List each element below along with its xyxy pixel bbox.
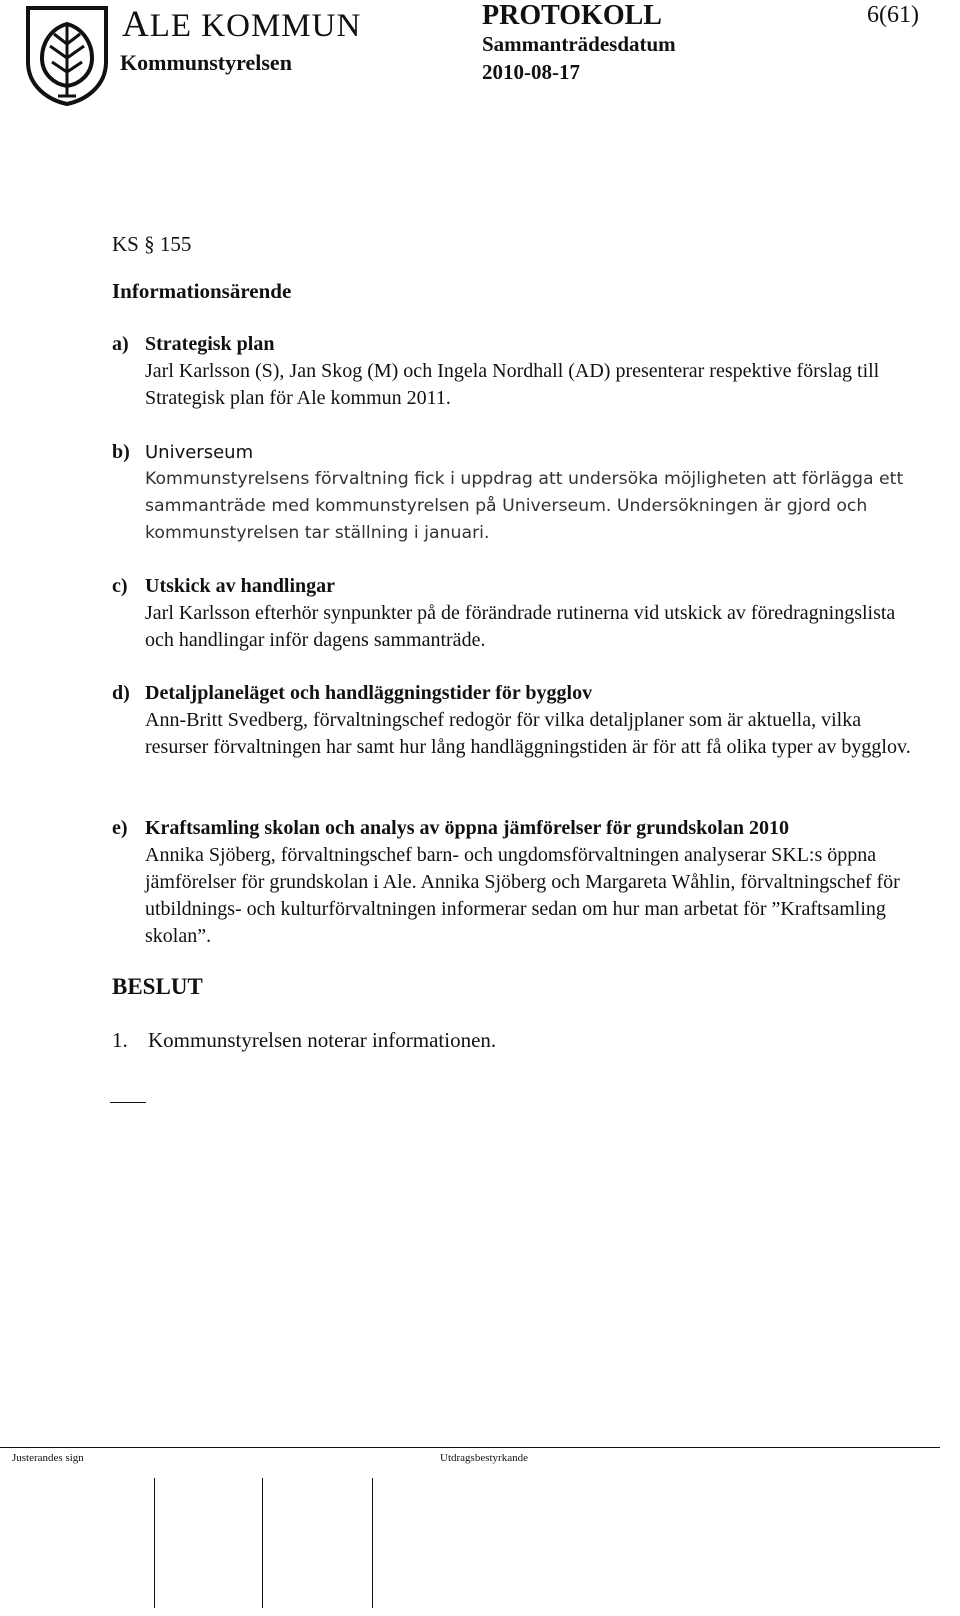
agenda-item-body: Annika Sjöberg, förvaltningschef barn- och ungdomsförvaltningen analyserar SKL:s öppna jämförelser för grundskolan i Ale. Annika Sjöberg och Margareta Wåhlin, förvaltningschef för utbildnings- och kulturförvaltningen informerar sedan om hur man arbetat för ”Kraftsamling skolan”. [145,844,900,947]
extract-certification-label: Utdragsbestyrkande [440,1452,528,1464]
agenda-item-title [112,815,922,842]
signature-label: Justerandes sign [12,1452,84,1464]
agenda-item-title [112,439,922,466]
organization-unit: Kommunstyrelsen [120,50,292,75]
agenda-item-title-text: Utskick av handlingar [145,575,336,597]
agenda-item-label: e) [112,817,128,839]
page-number: 6(61) [867,2,919,28]
municipality-crest-logo [20,4,114,106]
organization-name-rest: LE KOMMUN [149,8,362,44]
agenda-item-label: d) [112,682,130,704]
signature-box-divider [372,1478,373,1608]
agenda-item-title [112,331,922,358]
agenda-item-title-text: Kraftsamling skolan och analys av öppna jämförelser för grundskolan 2010 [145,817,789,839]
agenda-item-d [112,680,922,761]
end-marker-line [110,1102,146,1103]
agenda-item-b [112,439,922,547]
decision-item-number: 1. [112,1028,128,1052]
organization-name-initial: A [122,4,150,45]
agenda-item-title-text: Strategisk plan [145,333,275,355]
organization-name [122,6,361,43]
footer-divider [0,1447,940,1448]
decision-item-text: Kommunstyrelsen noterar informationen. [148,1028,497,1052]
agenda-item-body: Ann-Britt Svedberg, förvaltningschef redogör för vilka detaljplaner som är aktuella, vilka resurser förvaltningen har samt hur lång handläggningstiden är för att få olika typer av bygglov. [145,709,911,758]
meeting-date-label: Sammanträdesdatum [482,32,676,56]
case-number: KS § 155 [112,232,192,256]
decision-heading: BESLUT [112,974,203,999]
signature-box-divider [154,1478,155,1608]
agenda-item-title-text: Detaljplaneläget och handläggningstider för bygglov [145,682,593,704]
agenda-item-title [112,573,922,600]
decision-item [112,1028,496,1053]
agenda-item-e [112,815,922,950]
agenda-item-label: a) [112,333,129,355]
document-title: PROTOKOLL [482,0,662,31]
agenda-item-title [112,680,922,707]
case-heading: Informationsärende [112,279,292,303]
agenda-item-label: b) [112,441,130,463]
agenda-item-body: Jarl Karlsson efterhör synpunkter på de förändrade rutinerna vid utskick av föredragningslista och handlingar inför dagens sammanträde. [145,602,896,651]
agenda-item-title-text: Universeum [145,442,254,463]
meeting-date: 2010-08-17 [482,60,580,84]
agenda-item-c [112,573,922,654]
agenda-item-label: c) [112,575,128,597]
agenda-item-body: Kommunstyrelsens förvaltning fick i uppdrag att undersöka möjligheten att förlägga ett sammanträde med kommunstyrelsen på Universeum. Undersökningen är gjord och kommunstyrelsen tar ställning i januari. [145,469,904,543]
agenda-item-a [112,331,922,412]
agenda-item-body: Jarl Karlsson (S), Jan Skog (M) och Ingela Nordhall (AD) presenterar respektive förslag till Strategisk plan för Ale kommun 2011. [145,360,880,409]
signature-box-divider [262,1478,263,1608]
